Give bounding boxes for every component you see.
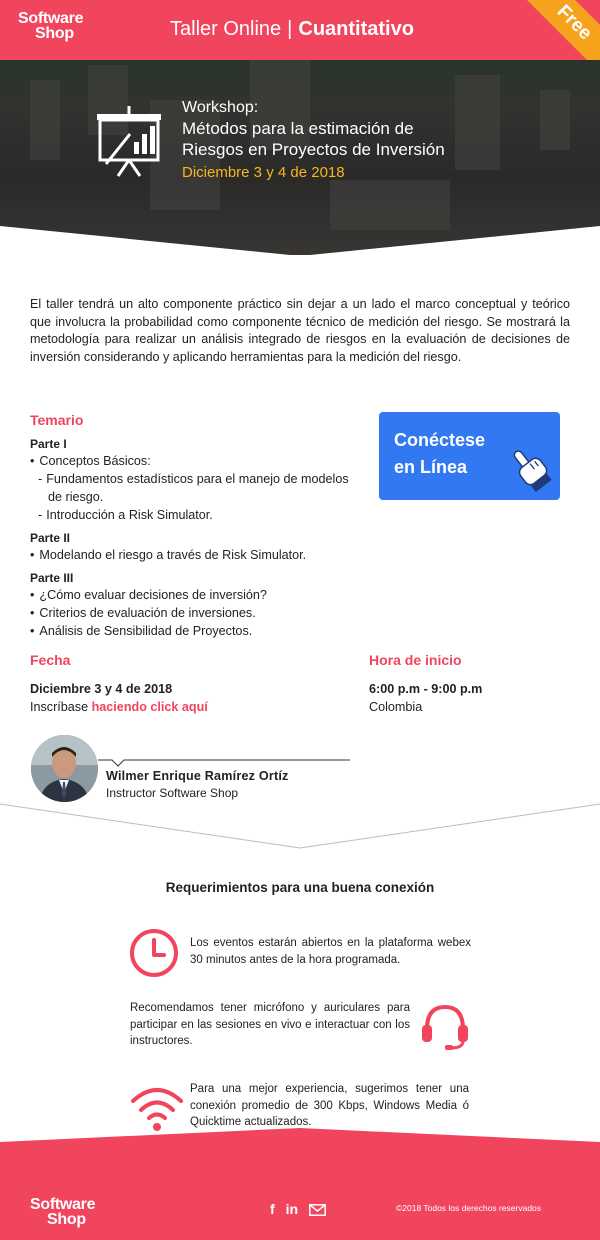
part-3-bullet (30, 586, 360, 604)
clock-icon (128, 927, 180, 979)
instructor-role: Instructor Software Shop (106, 786, 239, 800)
hero-date: Diciembre 3 y 4 de 2018 (182, 164, 345, 181)
register-line (30, 698, 350, 716)
hero-bottom-chevron (0, 226, 600, 255)
logo-text-shop: Shop (35, 25, 74, 42)
instructor-photo (31, 735, 98, 802)
part-1-bullet (30, 452, 360, 470)
requirements-title: Requerimientos para una buena conexión (165, 880, 435, 895)
intro-paragraph: El taller tendrá un alto componente práctico sin dejar a un lado el marco conceptual y teórico que involucra la probabilidad como componente técnico de medición del riesgo. Se mostrará la metodología para realizar un análisis integrado de riesgos en la evaluación de decisiones de inversión considerando y aplicando herramientas para la medición del riesgo. (30, 297, 570, 364)
part-3-title: Parte III (30, 571, 74, 585)
software-shop-logo[interactable] (18, 11, 83, 41)
hora-section (369, 652, 569, 716)
part-3-bullet (30, 622, 360, 640)
footer-logo-text-software: Software (30, 1196, 96, 1213)
part-1-sub-item-1-text: Fundamentos estadísticos para el manejo de modelos de riesgo. (46, 472, 349, 504)
header-title-left: Taller Online (170, 18, 282, 40)
logo-text-software: Software (18, 10, 84, 27)
free-ribbon: Free (512, 0, 600, 60)
part-1-bullet-text: Conceptos Básicos: (39, 454, 151, 468)
fecha-value: Diciembre 3 y 4 de 2018 (30, 682, 173, 696)
linkedin-icon[interactable]: in (285, 1201, 299, 1217)
requirement-webex-text: Los eventos estarán abiertos en la plataforma webex 30 minutos antes de la hora programada. (190, 937, 471, 966)
header-title-separator: | (287, 18, 293, 40)
temario-section (30, 412, 360, 640)
wifi-icon (129, 1083, 185, 1133)
part-2-title: Parte II (30, 531, 71, 545)
temario-title: Temario (30, 412, 84, 428)
fecha-section (30, 652, 350, 716)
mail-icon[interactable] (309, 1204, 326, 1216)
footer-logo-text-shop: Shop (47, 1211, 86, 1228)
social-links (270, 1201, 326, 1217)
headset-icon (418, 999, 472, 1051)
connect-online-label-line-2: en Línea (394, 457, 468, 477)
hora-value: 6:00 p.m - 9:00 p.m (369, 682, 483, 696)
hand-pointer-icon (508, 444, 554, 492)
requirement-connection-text: Para una mejor experiencia, sugerimos tener una conexión promedio de 300 Kbps, Windows Media ó Quicktime actualizados. (190, 1083, 469, 1129)
presentation-chart-icon (94, 104, 164, 180)
requirement-headset-text: Recomendamos tener micrófono y auriculares para participar en las sesiones en vivo e interactuar con los instructores. (130, 1002, 410, 1048)
hero-title-line-1: Métodos para la estimación de (182, 119, 414, 138)
hero-title-line-2: Riesgos en Proyectos de Inversión (182, 140, 445, 159)
header-title-right: Cuantitativo (298, 18, 414, 40)
instructor-name: Wilmer Enrique Ramírez Ortíz (106, 769, 289, 783)
register-link[interactable]: haciendo click aquí (91, 700, 208, 714)
part-1-sub-item: - Introducción a Risk Simulator. (38, 508, 213, 522)
header-bar (0, 0, 600, 60)
instructor-callout-line (98, 757, 350, 767)
part-3-bullet-3-text: Análisis de Sensibilidad de Proyectos. (39, 624, 253, 638)
connect-online-label (394, 427, 485, 481)
hora-title: Hora de inicio (369, 652, 462, 668)
part-1-title: Parte I (30, 437, 67, 451)
connect-online-label-line-1: Conéctese (394, 430, 486, 450)
footer-logo[interactable] (30, 1197, 95, 1227)
hora-country: Colombia (369, 700, 423, 714)
hero-text-block (182, 98, 445, 184)
part-3-bullet (30, 604, 360, 622)
part-2-bullet (30, 546, 360, 564)
section-divider (0, 796, 600, 856)
part-3-bullet-2-text: Criterios de evaluación de inversiones. (39, 606, 256, 620)
fecha-title: Fecha (30, 652, 71, 668)
register-prefix: Inscríbase (30, 700, 89, 714)
part-3-bullet-1-text: ¿Cómo evaluar decisiones de inversión? (39, 588, 267, 602)
header-title (170, 18, 414, 41)
facebook-icon[interactable]: f (270, 1201, 275, 1217)
copyright-text: ©2018 Todos los derechos reservados (396, 1203, 542, 1213)
part-2-bullet-text: Modelando el riesgo a través de Risk Simulator. (39, 548, 307, 562)
part-1-sub-item-2-text: Introducción a Risk Simulator. (46, 508, 213, 522)
instructor-avatar (31, 735, 98, 802)
part-1-sub-item: - Fundamentos estadísticos para el manejo de modelos de riesgo. (38, 472, 349, 504)
hero-banner (0, 60, 600, 255)
hero-workshop-label: Workshop: (182, 99, 259, 116)
